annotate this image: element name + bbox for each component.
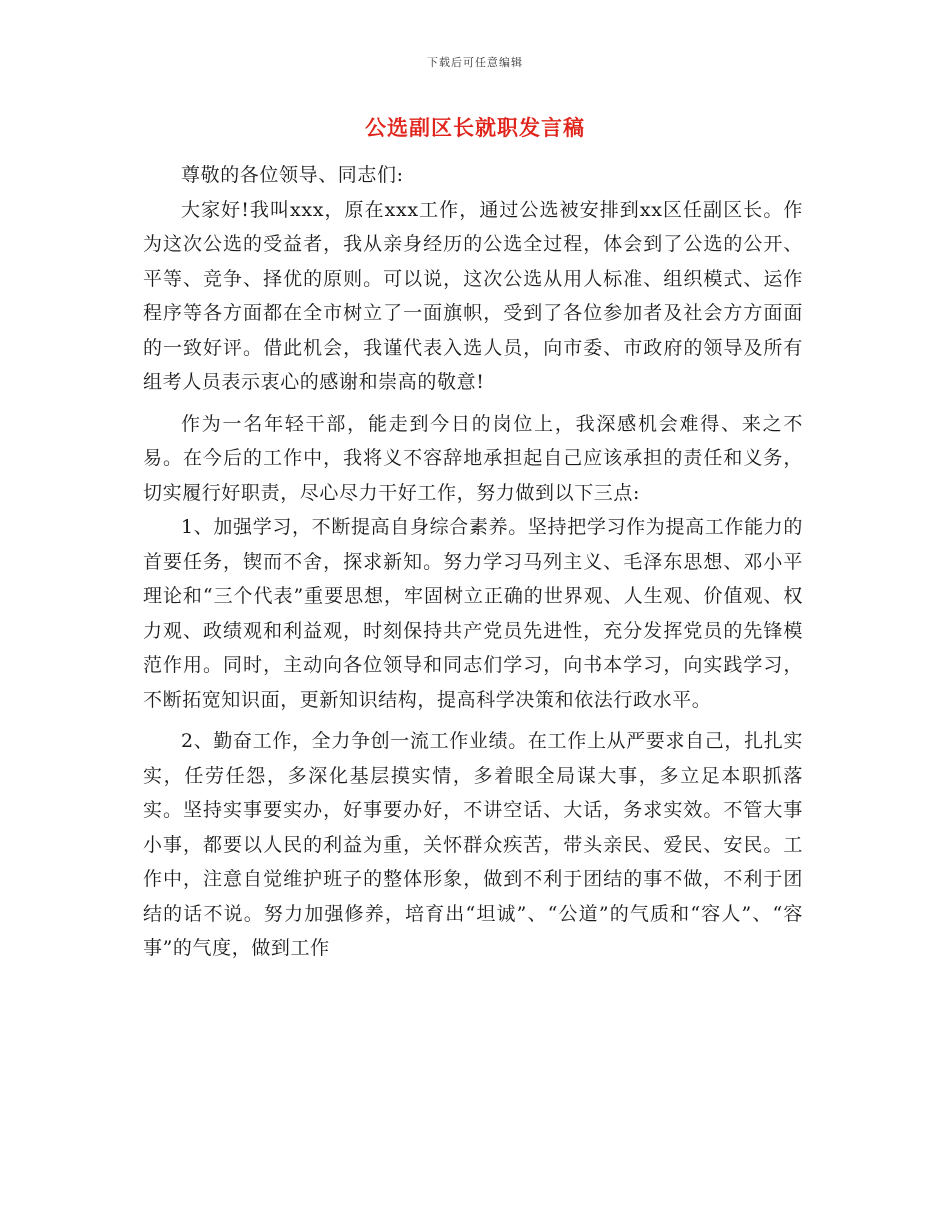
document-title: 公选副区长就职发言稿 <box>365 115 585 140</box>
paragraph-point-1: 1、加强学习，不断提高自身综合素养。坚持把学习作为提高工作能力的首要任务，锲而不舍，探求新知。努力学习马列主义、毛泽东思想、邓小平理论和“三个代表”重要思想，牢固树立正确的世界观、人生观、价值观、权力观、政绩观和利益观，时刻保持共产党员先进性，充分发挥党员的先锋模范作用。同时，主动向各位领导和同志们学习，向书本学习，向实践学习，不断拓宽知识面，更新知识结构，提高科学决策和依法行政水平。 <box>143 516 803 711</box>
paragraph-point-2: 2、勤奋工作，全力争创一流工作业绩。在工作上从严要求自己，扎扎实实，任劳任怨，多深化基层摸实情，多着眼全局谋大事，多立足本职抓落实。坚持实事要实办，好事要办好，不讲空话、大话，务求实效。不管大事小事，都要以人民的利益为重，关怀群众疾苦，带头亲民、爱民、安民。工作中，注意自觉维护班子的整体形象，做到不利于团结的事不做，不利于团结的话不说。努力加强修养，培育出“坦诚”、“公道”的气质和“容人”、“容事”的气度，做到工作 <box>143 730 803 959</box>
salutation: 尊敬的各位领导、同志们: <box>181 164 404 186</box>
paragraph-commitment: 作为一名年轻干部，能走到今日的岗位上，我深感机会难得、来之不易。在今后的工作中，我将义不容辞地承担起自己应该承担的责任和义务，切实履行好职责，尽心尽力干好工作，努力做到以下三点: <box>143 412 803 504</box>
document-body <box>143 158 803 966</box>
header-note: 下载后可任意编辑 <box>427 56 523 69</box>
paragraph-greeting: 大家好!我叫xxx，原在xxx工作，通过公选被安排到xx区任副区长。作为这次公选的受益者，我从亲身经历的公选全过程，体会到了公选的公开、平等、竞争、择优的原则。可以说，这次公选从用人标准、组织模式、运作程序等各方面都在全市树立了一面旗帜，受到了各位参加者及社会方方面面的一致好评。借此机会，我谨代表入选人员，向市委、市政府的领导及所有组考人员表示衷心的感谢和崇高的敬意! <box>143 198 803 393</box>
